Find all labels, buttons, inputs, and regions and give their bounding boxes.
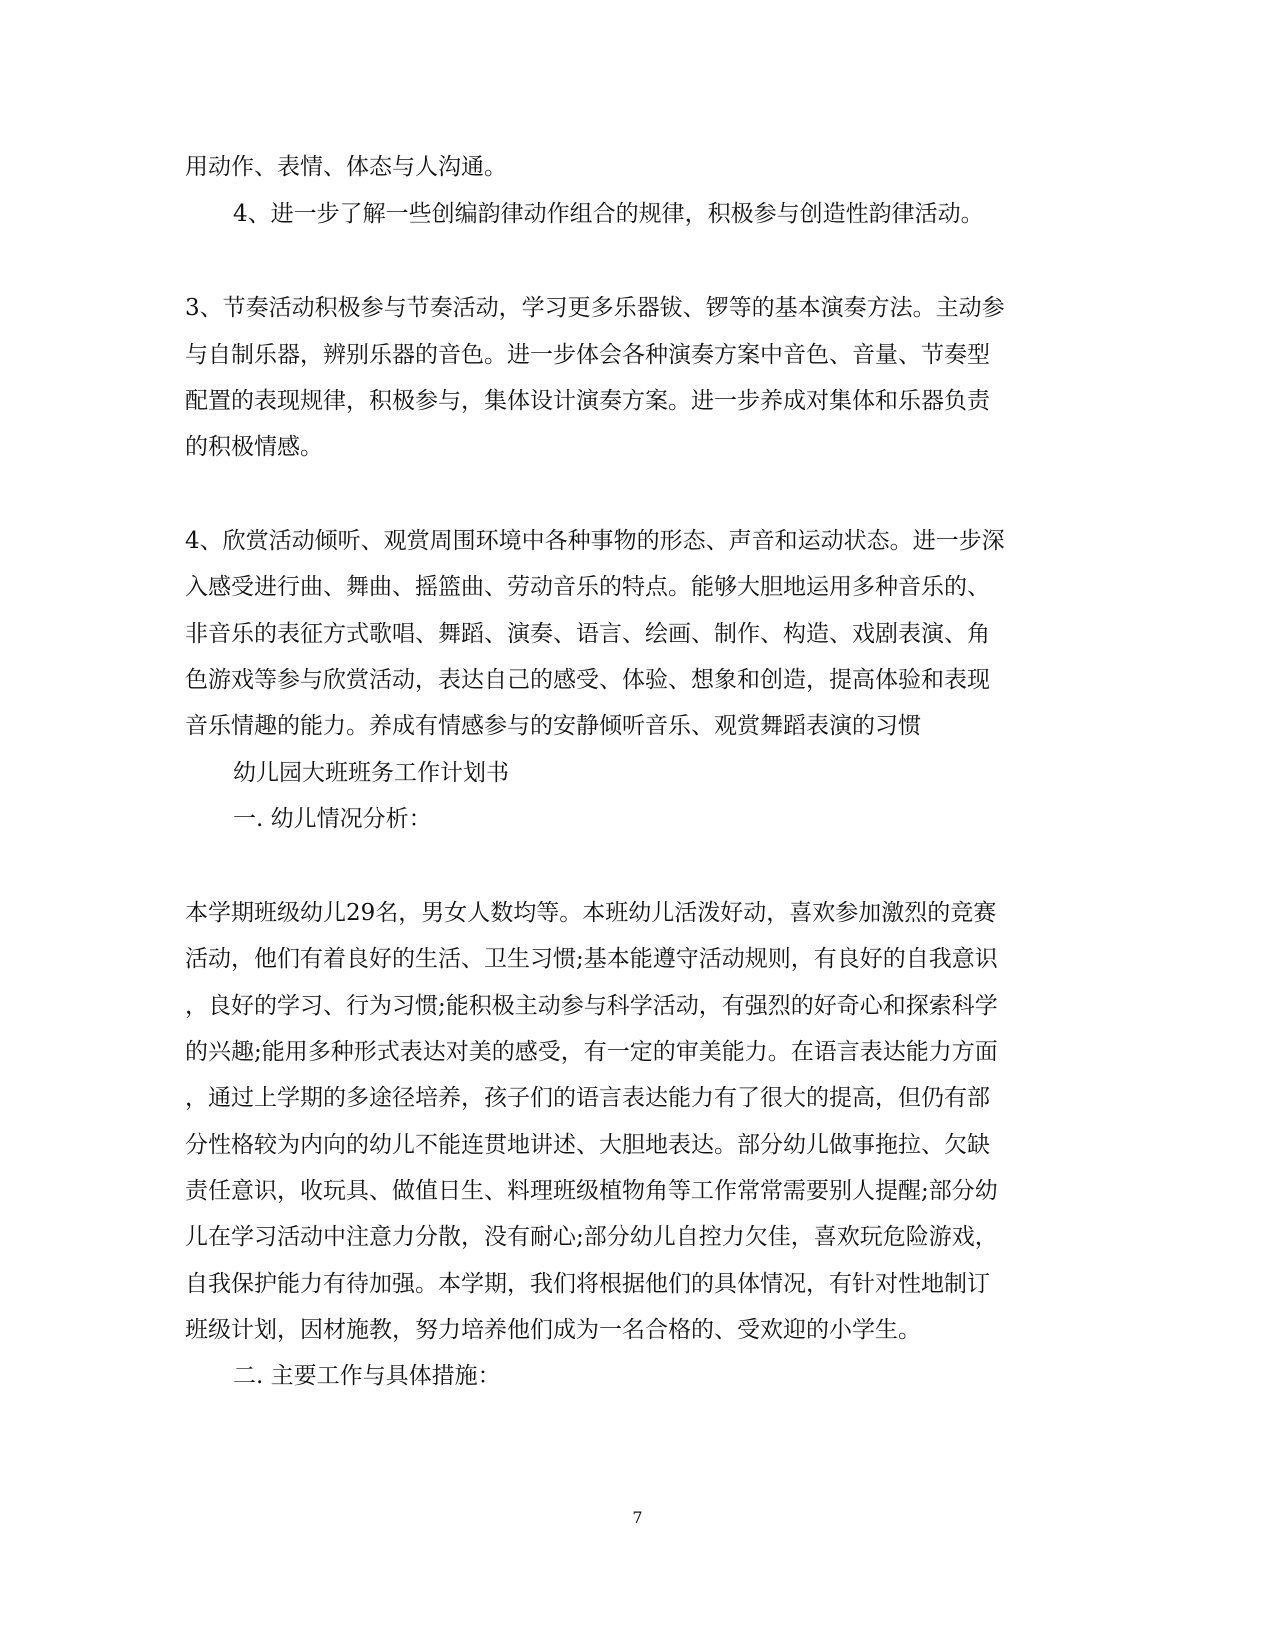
text-line: 的积极情感。	[185, 434, 323, 460]
text-line: 与自制乐器，辨别乐器的音色。进一步体会各种演奏方案中音色、音量、节奏型	[185, 342, 990, 368]
text-line: 分性格较为内向的幼儿不能连贯地讲述、大胆地表达。部分幼儿做事拖拉、欠缺	[185, 1132, 990, 1158]
text-line: 用动作、表情、体态与人沟通。	[185, 154, 507, 180]
section-title: 幼儿园大班班务工作计划书	[233, 760, 509, 786]
text-line: 3、节奏活动积极参与节奏活动，学习更多乐器钹、锣等的基本演奏方法。主动参	[185, 295, 1005, 321]
section-heading: 二. 主要工作与具体措施：	[233, 1363, 501, 1389]
text-line: 班级计划，因材施教，努力培养他们成为一名合格的、受欢迎的小学生。	[185, 1317, 921, 1343]
text-line: 的兴趣;能用多种形式表达对美的感受，有一定的审美能力。在语言表达能力方面	[185, 1039, 998, 1065]
text-line: 配置的表现规律，积极参与，集体设计演奏方案。进一步养成对集体和乐器负责	[185, 388, 990, 414]
text-line: 音乐情趣的能力。养成有情感参与的安静倾听音乐、观赏舞蹈表演的习惯	[185, 713, 921, 739]
text-line: 责任意识，收玩具、做值日生、料理班级植物角等工作常常需要别人提醒;部分幼	[185, 1178, 998, 1204]
text-line: ，良好的学习、行为习惯;能积极主动参与科学活动，有强烈的好奇心和探索科学	[185, 993, 998, 1019]
text-line: 儿在学习活动中注意力分散，没有耐心;部分幼儿自控力欠佳，喜欢玩危险游戏，	[185, 1224, 998, 1250]
text-line: 4、欣赏活动倾听、观赏周围环境中各种事物的形态、声音和运动状态。进一步深	[185, 528, 1005, 554]
text-line: 4、进一步了解一些创编韵律动作组合的规律，积极参与创造性韵律活动。	[233, 201, 984, 227]
page-number: 7	[632, 1508, 643, 1527]
section-heading: 一. 幼儿情况分析：	[233, 806, 432, 832]
text-line: 色游戏等参与欣赏活动，表达自己的感受、体验、想象和创造，提高体验和表现	[185, 667, 990, 693]
text-line: 活动，他们有着良好的生活、卫生习惯;基本能遵守活动规则，有良好的自我意识	[185, 946, 998, 972]
text-line: 入感受进行曲、舞曲、摇篮曲、劳动音乐的特点。能够大胆地运用多种音乐的、	[185, 574, 990, 600]
text-line: ，通过上学期的多途径培养，孩子们的语言表达能力有了很大的提高，但仍有部	[185, 1085, 990, 1111]
text-line: 非音乐的表征方式歌唱、舞蹈、演奏、语言、绘画、制作、构造、戏剧表演、角	[185, 621, 990, 647]
text-line: 本学期班级幼儿29名，男女人数均等。本班幼儿活泼好动，喜欢参加激烈的竞赛	[185, 900, 997, 926]
text-line: 自我保护能力有待加强。本学期，我们将根据他们的具体情况，有针对性地制订	[185, 1271, 990, 1297]
